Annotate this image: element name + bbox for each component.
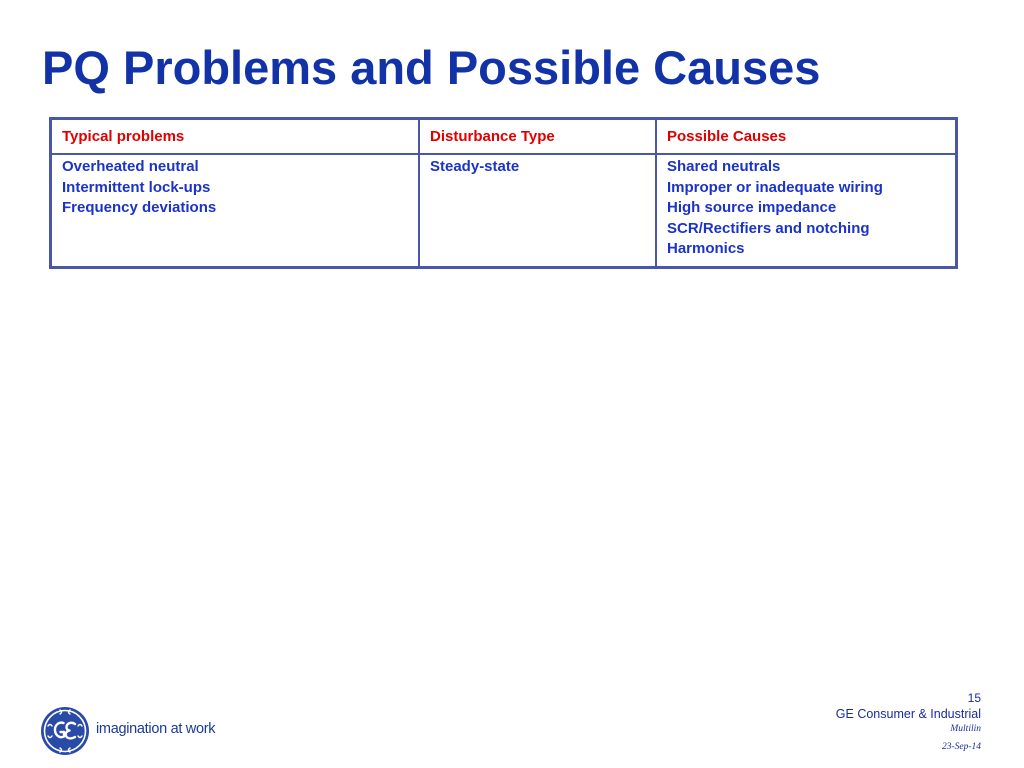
division-name: Multilin [950,724,981,734]
brand-tagline: imagination at work [96,721,216,737]
cause-item: High source impedance [667,199,837,216]
table-header-row [51,119,957,155]
table-row [51,154,957,267]
pq-problems-table [49,117,958,269]
cause-item: Improper or inadequate wiring [667,178,883,196]
typical-problems-cell [51,154,420,267]
problem-item: Frequency deviations [62,199,217,216]
problem-item: Overheated neutral [62,158,199,175]
slide-date: 23-Sep-14 [941,742,981,752]
slide-title: PQ Problems and Possible Causes [42,41,821,94]
company-name: GE Consumer & Industrial [835,707,981,721]
header-possible-causes: Possible Causes [656,119,957,155]
cause-item: SCR/Rectifiers and notching [667,219,870,237]
header-disturbance-type: Disturbance Type [419,119,656,155]
cause-item: Shared neutrals [667,158,781,175]
page-number: 15 [967,691,981,705]
slide-footer [836,690,981,754]
disturbance-item: Steady-state [430,158,520,175]
cause-item: Harmonics [667,240,745,257]
ge-monogram-icon [40,706,90,756]
header-typical-problems: Typical problems [51,119,420,155]
possible-causes-cell [656,154,957,267]
problem-item: Intermittent lock-ups [62,178,211,196]
disturbance-type-cell [419,154,656,267]
